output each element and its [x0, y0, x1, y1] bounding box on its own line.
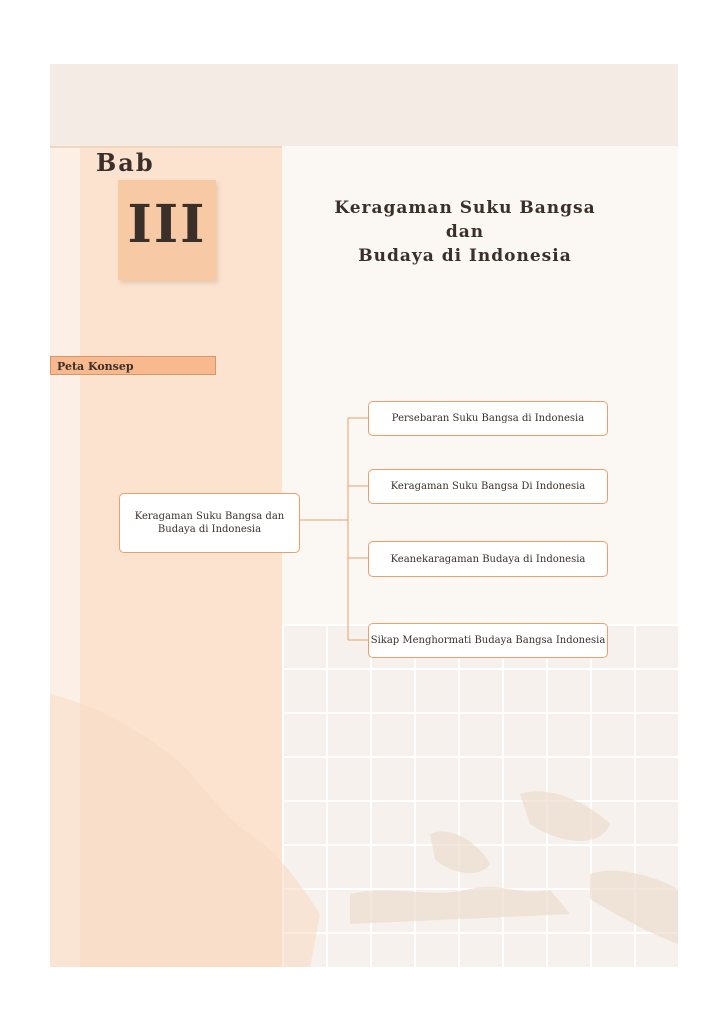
- top-band-step: [282, 116, 678, 146]
- concept-branch-label: Sikap Menghormati Budaya Bangsa Indonesia: [370, 635, 606, 646]
- chapter-title-line-1: Keragaman Suku Bangsa dan: [334, 198, 596, 242]
- concept-branch-node: [368, 623, 608, 658]
- concept-root-label: Keragaman Suku Bangsa dan Budaya di Indonesia: [134, 511, 285, 535]
- chapter-label: Bab: [96, 148, 155, 177]
- concept-branch-label: Keanekaragaman Budaya di Indonesia: [390, 553, 586, 565]
- concept-branch-label: Keragaman Suku Bangsa Di Indonesia: [390, 481, 586, 492]
- chapter-title: [320, 196, 610, 268]
- chapter-number-box: [118, 180, 216, 280]
- concept-root-node: [119, 493, 300, 553]
- concept-branch-node: [368, 541, 608, 577]
- concept-branch-node: [368, 469, 608, 504]
- chapter-title-line-2: Budaya di Indonesia: [358, 246, 572, 266]
- concept-branch-node: [368, 401, 608, 436]
- concept-branch-label: Persebaran Suku Bangsa di Indonesia: [391, 413, 585, 424]
- archipelago-map-watermark: [50, 684, 678, 967]
- chapter-number: III: [127, 194, 207, 255]
- concept-map-label: Peta Konsep: [50, 356, 216, 375]
